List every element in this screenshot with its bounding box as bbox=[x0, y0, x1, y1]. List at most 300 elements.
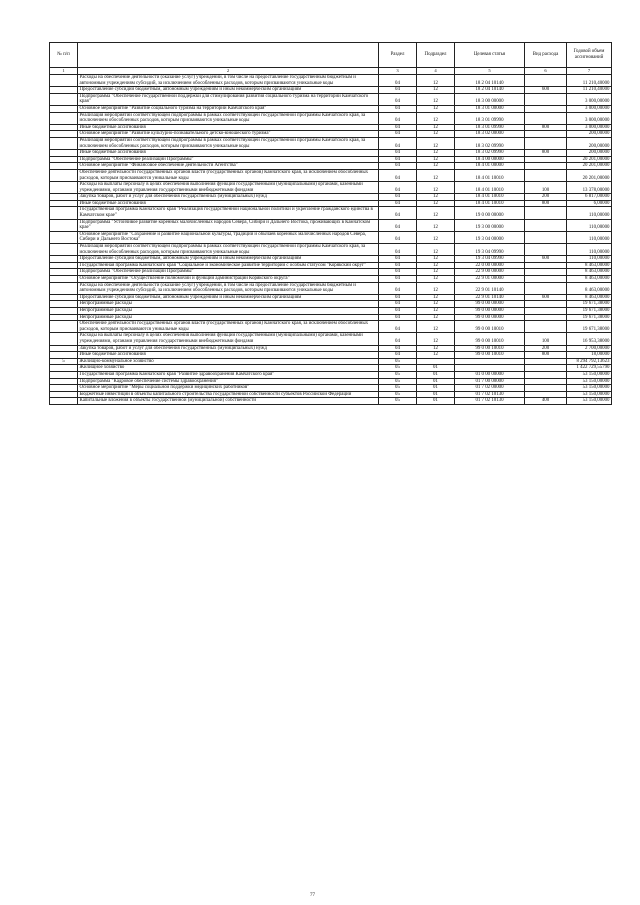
table-row bbox=[50, 137, 612, 149]
row-subsection: 12 bbox=[417, 137, 455, 149]
row-description: Государственная программа Камчатского края "Развитие здравоохранения Камчатского края" bbox=[78, 371, 379, 378]
table-row bbox=[50, 314, 612, 321]
row-subsection: 12 bbox=[417, 156, 455, 163]
row-amount: 8 463,00000 bbox=[567, 276, 612, 283]
row-description: Непрограммные расходы bbox=[78, 301, 379, 308]
row-target-article: 19 3 04 09990 bbox=[455, 256, 525, 263]
header-section: Раздел bbox=[379, 43, 417, 68]
row-subsection: 12 bbox=[417, 294, 455, 301]
row-description: Государственная программа Камчатского края "Реализация государственной национальной политики и укрепление гражданского единства в Камчатском крае" bbox=[78, 207, 379, 219]
row-number bbox=[50, 112, 78, 124]
row-target-article: 01 0 00 00000 bbox=[455, 371, 525, 378]
row-number bbox=[50, 398, 78, 405]
column-number: 3 bbox=[379, 68, 417, 75]
row-target-article: 18 3 01 00000 bbox=[455, 105, 525, 112]
row-amount: 200,00000 bbox=[567, 131, 612, 138]
table-row bbox=[50, 163, 612, 170]
row-subsection: 01 bbox=[417, 371, 455, 378]
row-target-article bbox=[455, 358, 525, 365]
row-target-article: 99 0 00 10010 bbox=[455, 345, 525, 352]
row-subsection: 12 bbox=[417, 219, 455, 231]
row-target-article: 01 7 00 00000 bbox=[455, 378, 525, 385]
row-expense-type bbox=[525, 156, 567, 163]
row-amount: 8 294 792,13623 bbox=[567, 358, 612, 365]
row-description: Иные бюджетные ассигнования bbox=[78, 124, 379, 131]
row-expense-type bbox=[525, 365, 567, 372]
row-subsection: 12 bbox=[417, 333, 455, 345]
row-target-article: 18 2 04 10140 bbox=[455, 87, 525, 94]
row-subsection: 12 bbox=[417, 207, 455, 219]
row-description: Иные бюджетные ассигнования bbox=[78, 150, 379, 157]
row-section: 04 bbox=[379, 282, 417, 294]
table-row bbox=[50, 150, 612, 157]
row-target-article: 99 0 00 10010 bbox=[455, 333, 525, 345]
row-subsection bbox=[417, 358, 455, 365]
column-number-row bbox=[50, 68, 612, 75]
row-target-article: 99 0 00 00000 bbox=[455, 301, 525, 308]
row-section: 04 bbox=[379, 333, 417, 345]
row-section: 04 bbox=[379, 131, 417, 138]
row-expense-type bbox=[525, 269, 567, 276]
row-description: Основное мероприятие "Финансовое обеспечение деятельности Агентства" bbox=[78, 163, 379, 170]
row-expense-type: 200 bbox=[525, 345, 567, 352]
header-target-article: Целевая статья bbox=[455, 43, 525, 68]
row-subsection: 12 bbox=[417, 231, 455, 243]
row-target-article: 01 7 02 10130 bbox=[455, 398, 525, 405]
row-description: Основное мероприятие "Развитие социального туризма на территории Камчатского края" bbox=[78, 105, 379, 112]
row-section: 04 bbox=[379, 219, 417, 231]
table-row bbox=[50, 398, 612, 405]
header-annual-amount: Годовой объем ассигнований bbox=[567, 43, 612, 68]
row-subsection: 12 bbox=[417, 307, 455, 314]
row-description: Иные бюджетные ассигнования bbox=[78, 352, 379, 359]
row-number bbox=[50, 391, 78, 398]
row-section: 04 bbox=[379, 352, 417, 359]
row-subsection: 12 bbox=[417, 269, 455, 276]
table-row bbox=[50, 93, 612, 105]
row-amount: 8 463,00000 bbox=[567, 294, 612, 301]
row-number bbox=[50, 156, 78, 163]
row-description: Жилищно-коммунальное хозяйство bbox=[78, 358, 379, 365]
table-row bbox=[50, 194, 612, 201]
table-body bbox=[50, 75, 612, 405]
row-target-article: 99 0 00 00000 bbox=[455, 307, 525, 314]
row-expense-type: 600 bbox=[525, 256, 567, 263]
table-row bbox=[50, 269, 612, 276]
row-description: Бюджетные инвестиции в объекты капитального строительства государственной собственности субъектов Российской Федерации bbox=[78, 391, 379, 398]
row-subsection: 12 bbox=[417, 112, 455, 124]
row-expense-type bbox=[525, 321, 567, 333]
row-expense-type bbox=[525, 244, 567, 256]
row-description: Иные бюджетные ассигнования bbox=[78, 200, 379, 207]
row-section: 04 bbox=[379, 231, 417, 243]
row-number bbox=[50, 333, 78, 345]
table-row bbox=[50, 391, 612, 398]
row-subsection: 12 bbox=[417, 150, 455, 157]
row-expense-type bbox=[525, 93, 567, 105]
row-description: Подпрограмма "Кадровое обеспечение системы здравоохранения" bbox=[78, 378, 379, 385]
row-target-article: 19 3 00 00000 bbox=[455, 219, 525, 231]
row-number bbox=[50, 282, 78, 294]
row-section: 04 bbox=[379, 294, 417, 301]
row-amount: 19 671,38000 bbox=[567, 321, 612, 333]
row-section: 04 bbox=[379, 314, 417, 321]
row-section: 04 bbox=[379, 112, 417, 124]
table-row bbox=[50, 200, 612, 207]
row-section: 05 bbox=[379, 385, 417, 392]
table-row bbox=[50, 244, 612, 256]
row-number bbox=[50, 301, 78, 308]
row-expense-type bbox=[525, 137, 567, 149]
table-row bbox=[50, 282, 612, 294]
row-number bbox=[50, 93, 78, 105]
row-target-article: 18 3 02 00000 bbox=[455, 131, 525, 138]
row-section: 04 bbox=[379, 256, 417, 263]
row-expense-type bbox=[525, 112, 567, 124]
row-number bbox=[50, 378, 78, 385]
row-section: 04 bbox=[379, 301, 417, 308]
row-number bbox=[50, 105, 78, 112]
table-row bbox=[50, 385, 612, 392]
row-target-article bbox=[455, 365, 525, 372]
row-expense-type: 100 bbox=[525, 182, 567, 194]
row-number bbox=[50, 87, 78, 94]
row-subsection: 12 bbox=[417, 75, 455, 87]
row-section: 05 bbox=[379, 371, 417, 378]
row-expense-type bbox=[525, 131, 567, 138]
row-amount: 53 150,00000 bbox=[567, 391, 612, 398]
row-number bbox=[50, 200, 78, 207]
table-row bbox=[50, 182, 612, 194]
row-target-article: 01 7 02 10130 bbox=[455, 391, 525, 398]
header-expense-type: Вид расхода bbox=[525, 43, 567, 68]
row-section: 04 bbox=[379, 321, 417, 333]
table-row bbox=[50, 358, 612, 365]
row-amount: 6 817,00000 bbox=[567, 194, 612, 201]
row-expense-type bbox=[525, 276, 567, 283]
row-section: 04 bbox=[379, 75, 417, 87]
row-description: Реализация мероприятий соответствующей подпрограммы в рамках соответствующей государственной программы Камчатского края, за исключением обособленных расходов, которым присваиваются уникальные коды bbox=[78, 137, 379, 149]
table-row bbox=[50, 75, 612, 87]
table-row bbox=[50, 219, 612, 231]
row-description: Подпрограмма "Обеспечение реализации Программы" bbox=[78, 156, 379, 163]
row-description: Предоставление субсидий бюджетным, автономным учреждениям и иным некоммерческим организациям bbox=[78, 256, 379, 263]
row-number bbox=[50, 137, 78, 149]
row-section: 04 bbox=[379, 163, 417, 170]
row-subsection: 12 bbox=[417, 131, 455, 138]
table-row bbox=[50, 378, 612, 385]
row-number bbox=[50, 262, 78, 269]
row-amount: 53 150,00000 bbox=[567, 398, 612, 405]
table-row bbox=[50, 371, 612, 378]
row-amount: 8 463,00000 bbox=[567, 269, 612, 276]
row-amount: 20 201,00000 bbox=[567, 163, 612, 170]
row-subsection: 12 bbox=[417, 282, 455, 294]
row-expense-type: 800 bbox=[525, 124, 567, 131]
row-number bbox=[50, 182, 78, 194]
row-target-article: 18 4 01 10010 bbox=[455, 200, 525, 207]
row-number bbox=[50, 207, 78, 219]
row-amount: 200,00000 bbox=[567, 137, 612, 149]
row-description: Предоставление субсидий бюджетным, автономным учреждениям и иным некоммерческим организациям bbox=[78, 87, 379, 94]
row-amount: 110,00000 bbox=[567, 231, 612, 243]
row-subsection: 01 bbox=[417, 385, 455, 392]
row-subsection: 12 bbox=[417, 314, 455, 321]
budget-table-sheet bbox=[49, 42, 611, 405]
row-subsection: 12 bbox=[417, 87, 455, 94]
row-target-article: 18 4 01 00000 bbox=[455, 163, 525, 170]
row-target-article: 22 0 00 00000 bbox=[455, 262, 525, 269]
table-row bbox=[50, 301, 612, 308]
row-expense-type bbox=[525, 378, 567, 385]
row-section: 04 bbox=[379, 262, 417, 269]
table-row bbox=[50, 87, 612, 94]
row-subsection: 12 bbox=[417, 352, 455, 359]
row-target-article: 22 9 01 10140 bbox=[455, 294, 525, 301]
row-expense-type: 100 bbox=[525, 333, 567, 345]
row-description: Реализация мероприятий соответствующей подпрограммы в рамках соответствующей государственной программы Камчатского края, за исключением обособленных расходов, которым присваиваются уникальные коды bbox=[78, 244, 379, 256]
row-expense-type bbox=[525, 385, 567, 392]
row-subsection: 12 bbox=[417, 93, 455, 105]
row-amount: 11 210,40000 bbox=[567, 75, 612, 87]
row-description: Расходы на выплаты персоналу в целях обеспечения выполнения функций государственными (муниципальными) органами, казенными учреждениями, органами управления государственными внебюджетными фондами bbox=[78, 182, 379, 194]
row-amount: 3 000,00000 bbox=[567, 105, 612, 112]
table-row bbox=[50, 207, 612, 219]
row-amount: 1 422 729,55790 bbox=[567, 365, 612, 372]
row-subsection: 12 bbox=[417, 321, 455, 333]
row-description: Основное мероприятие "Сохранение и развитие национальной культуры, традиций и обычаев коренных малочисленных народов Севера, Сибири и Дальнего Востока" bbox=[78, 231, 379, 243]
row-description: Подпрограмма "Обеспечение государственной поддержки для стимулирования развития социального туризма на территории Камчатского края" bbox=[78, 93, 379, 105]
row-amount: 19 671,38000 bbox=[567, 307, 612, 314]
row-amount: 18,00000 bbox=[567, 352, 612, 359]
column-number: 7 bbox=[567, 68, 612, 75]
row-description: Обеспечение деятельности государственных органов власти (государственных органов) Камчатского края, за исключением обособленных расходов, которым присваиваются уникальные коды bbox=[78, 169, 379, 181]
row-target-article: 18 4 01 10010 bbox=[455, 194, 525, 201]
row-amount: 110,00000 bbox=[567, 207, 612, 219]
row-number bbox=[50, 269, 78, 276]
row-amount: 2 700,00000 bbox=[567, 345, 612, 352]
row-expense-type bbox=[525, 301, 567, 308]
row-description: Непрограммные расходы bbox=[78, 307, 379, 314]
row-expense-type: 800 bbox=[525, 352, 567, 359]
column-number: 2 bbox=[78, 68, 379, 75]
table-row bbox=[50, 105, 612, 112]
row-description: Капитальные вложения в объекты государственной (муниципальной) собственности bbox=[78, 398, 379, 405]
row-amount: 3 000,00000 bbox=[567, 112, 612, 124]
row-amount: 110,00000 bbox=[567, 256, 612, 263]
row-expense-type: 400 bbox=[525, 398, 567, 405]
row-section: 04 bbox=[379, 345, 417, 352]
table-row bbox=[50, 131, 612, 138]
table-row bbox=[50, 365, 612, 372]
row-subsection: 12 bbox=[417, 163, 455, 170]
table-row bbox=[50, 156, 612, 163]
row-description: Расходы на обеспечение деятельности (оказание услуг) учреждений, в том числе на предоставление государственным бюджетным и автономным учреждениям субсидий, за исключением обособленных расходов, которым присваиваются уникальные коды bbox=[78, 75, 379, 87]
row-section: 04 bbox=[379, 269, 417, 276]
row-number bbox=[50, 352, 78, 359]
row-amount: 13 378,00000 bbox=[567, 182, 612, 194]
row-expense-type bbox=[525, 307, 567, 314]
row-description: Закупка товаров, работ и услуг для обеспечения государственных (муниципальных) нужд bbox=[78, 345, 379, 352]
row-amount: 16 953,38000 bbox=[567, 333, 612, 345]
header-row bbox=[50, 43, 612, 68]
row-subsection: 12 bbox=[417, 169, 455, 181]
row-number bbox=[50, 150, 78, 157]
row-number bbox=[50, 75, 78, 87]
row-amount: 11 210,40000 bbox=[567, 87, 612, 94]
row-target-article: 22 9 01 00000 bbox=[455, 276, 525, 283]
row-description: Расходы на выплаты персоналу в целях обеспечения выполнения функций государственными (муниципальными) органами, казенными учреждениями, органами управления государственными внебюджетными фондами bbox=[78, 333, 379, 345]
row-description: Подпрограмма "Обеспечение реализации Программы" bbox=[78, 269, 379, 276]
row-section: 05 bbox=[379, 358, 417, 365]
row-expense-type: 200 bbox=[525, 194, 567, 201]
row-section: 04 bbox=[379, 150, 417, 157]
row-subsection: 12 bbox=[417, 182, 455, 194]
row-section: 05 bbox=[379, 398, 417, 405]
row-subsection: 12 bbox=[417, 194, 455, 201]
row-subsection: 01 bbox=[417, 365, 455, 372]
row-amount: 200,00000 bbox=[567, 150, 612, 157]
row-number bbox=[50, 124, 78, 131]
row-number bbox=[50, 231, 78, 243]
row-amount: 3 000,00000 bbox=[567, 124, 612, 131]
row-description: Жилищное хозяйство bbox=[78, 365, 379, 372]
row-target-article: 18 3 01 09990 bbox=[455, 124, 525, 131]
row-section: 04 bbox=[379, 194, 417, 201]
row-amount: 20 201,00000 bbox=[567, 169, 612, 181]
row-number bbox=[50, 169, 78, 181]
row-number bbox=[50, 219, 78, 231]
row-section: 05 bbox=[379, 378, 417, 385]
row-expense-type bbox=[525, 314, 567, 321]
header-no: № п/п bbox=[50, 43, 78, 68]
row-amount: 110,00000 bbox=[567, 244, 612, 256]
row-amount: 53 150,00000 bbox=[567, 371, 612, 378]
row-target-article: 19 3 04 00000 bbox=[455, 231, 525, 243]
row-description: Реализация мероприятий соответствующей подпрограммы в рамках соответствующей государственной программы Камчатского края, за исключением обособленных расходов, которым присваиваются уникальные коды bbox=[78, 112, 379, 124]
row-number bbox=[50, 365, 78, 372]
row-section: 04 bbox=[379, 137, 417, 149]
row-target-article: 99 0 00 10010 bbox=[455, 352, 525, 359]
table-row bbox=[50, 169, 612, 181]
row-subsection: 01 bbox=[417, 398, 455, 405]
row-description: Предоставление субсидий бюджетным, автономным учреждениям и иным некоммерческим организациям bbox=[78, 294, 379, 301]
row-description: Основное мероприятие "Меры социальной поддержки медицинских работников" bbox=[78, 385, 379, 392]
row-subsection: 12 bbox=[417, 244, 455, 256]
row-expense-type bbox=[525, 219, 567, 231]
row-amount: 6,00000 bbox=[567, 200, 612, 207]
row-description: Основное мероприятие "Развитие культурно-познавательного детско-юношеского туризма" bbox=[78, 131, 379, 138]
row-number bbox=[50, 256, 78, 263]
row-expense-type bbox=[525, 231, 567, 243]
header-subsection: Подраздел bbox=[417, 43, 455, 68]
row-subsection: 12 bbox=[417, 301, 455, 308]
row-amount: 110,00000 bbox=[567, 219, 612, 231]
row-subsection: 12 bbox=[417, 200, 455, 207]
row-description: Закупка товаров, работ и услуг для обеспечения государственных (муниципальных) нужд bbox=[78, 194, 379, 201]
row-subsection: 12 bbox=[417, 276, 455, 283]
row-expense-type bbox=[525, 391, 567, 398]
table-row bbox=[50, 307, 612, 314]
budget-table bbox=[49, 42, 612, 405]
row-description: Основное мероприятие "Осуществление полномочий и функций администрации Корякского округа" bbox=[78, 276, 379, 283]
row-number bbox=[50, 371, 78, 378]
row-target-article: 99 0 00 10010 bbox=[455, 321, 525, 333]
row-target-article: 22 9 01 10140 bbox=[455, 282, 525, 294]
row-subsection: 12 bbox=[417, 345, 455, 352]
row-target-article: 18 2 04 10140 bbox=[455, 75, 525, 87]
row-amount: 8 463,00000 bbox=[567, 262, 612, 269]
row-amount: 19 671,38000 bbox=[567, 301, 612, 308]
row-amount: 19 671,38000 bbox=[567, 314, 612, 321]
row-number bbox=[50, 307, 78, 314]
row-number bbox=[50, 314, 78, 321]
column-number: 4 bbox=[417, 68, 455, 75]
table-row bbox=[50, 112, 612, 124]
row-description: Подпрограмма "Устойчивое развитие коренных малочисленных народов Севера, Сибири и Дальнего Востока, проживающих в Камчатском крае" bbox=[78, 219, 379, 231]
row-section: 04 bbox=[379, 207, 417, 219]
table-row bbox=[50, 294, 612, 301]
row-expense-type: 800 bbox=[525, 200, 567, 207]
row-section: 04 bbox=[379, 156, 417, 163]
table-row bbox=[50, 231, 612, 243]
page-number: 77 bbox=[310, 893, 315, 898]
row-section: 05 bbox=[379, 365, 417, 372]
row-section: 05 bbox=[379, 391, 417, 398]
row-section: 04 bbox=[379, 124, 417, 131]
row-target-article: 18 4 01 10010 bbox=[455, 182, 525, 194]
row-amount: 53 150,00000 bbox=[567, 378, 612, 385]
row-expense-type bbox=[525, 105, 567, 112]
row-subsection: 12 bbox=[417, 124, 455, 131]
row-number bbox=[50, 244, 78, 256]
column-number: 1 bbox=[50, 68, 78, 75]
row-target-article: 18 4 00 00000 bbox=[455, 156, 525, 163]
table-row bbox=[50, 262, 612, 269]
row-section: 04 bbox=[379, 169, 417, 181]
row-subsection: 12 bbox=[417, 262, 455, 269]
row-amount: 53 150,00000 bbox=[567, 385, 612, 392]
row-subsection: 12 bbox=[417, 256, 455, 263]
row-expense-type bbox=[525, 163, 567, 170]
row-expense-type bbox=[525, 207, 567, 219]
row-number bbox=[50, 276, 78, 283]
row-amount: 3 000,00000 bbox=[567, 93, 612, 105]
row-subsection: 12 bbox=[417, 105, 455, 112]
row-expense-type: 600 bbox=[525, 294, 567, 301]
row-description: Непрограммные расходы bbox=[78, 314, 379, 321]
row-expense-type: 800 bbox=[525, 150, 567, 157]
row-description: Обеспечение деятельности государственных органов власти (государственных органов) Камчатского края, за исключением обособленных расходов, которым присваиваются уникальные коды bbox=[78, 321, 379, 333]
row-number bbox=[50, 194, 78, 201]
row-expense-type bbox=[525, 358, 567, 365]
row-number bbox=[50, 321, 78, 333]
row-number: 5 bbox=[50, 358, 78, 365]
row-number bbox=[50, 385, 78, 392]
row-target-article: 18 4 01 10010 bbox=[455, 169, 525, 181]
row-target-article: 18 3 01 09990 bbox=[455, 112, 525, 124]
row-target-article: 18 3 00 00000 bbox=[455, 93, 525, 105]
table-row bbox=[50, 333, 612, 345]
row-target-article: 22 9 00 00000 bbox=[455, 269, 525, 276]
row-description: Расходы на обеспечение деятельности (оказание услуг) учреждений, в том числе на предоставление государственным бюджетным и автономным учреждениям субсидий, за исключением обособленных расходов, которым присваиваются уникальные коды bbox=[78, 282, 379, 294]
table-row bbox=[50, 345, 612, 352]
row-description: Государственная программа Камчатского края "Социальное и экономическое развитие территории с особым статусом "Корякский округ" bbox=[78, 262, 379, 269]
row-section: 04 bbox=[379, 200, 417, 207]
row-section: 04 bbox=[379, 93, 417, 105]
table-row bbox=[50, 256, 612, 263]
row-target-article: 19 3 04 09990 bbox=[455, 244, 525, 256]
